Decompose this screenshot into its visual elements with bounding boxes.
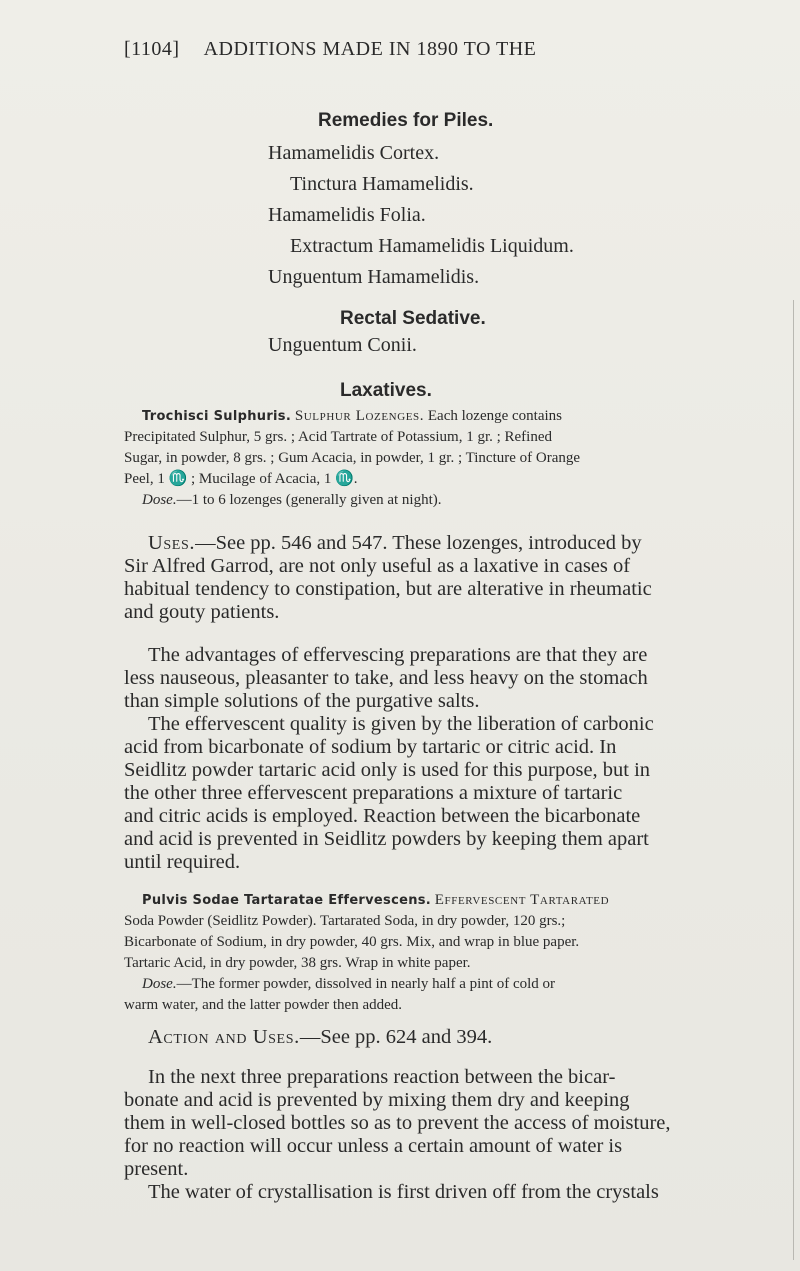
text-line: present.	[124, 1158, 189, 1180]
action-uses-line	[148, 1026, 748, 1049]
next-preparations-paragraph	[124, 1066, 764, 1204]
text-line: Tartaric Acid, in dry powder, 38 grs. Wrap in white paper.	[124, 955, 471, 971]
list-item: Tinctura Hamamelidis.	[290, 173, 474, 195]
pulvis-monograph	[124, 890, 744, 1016]
english-name: Sulphur Lozenges.	[294, 408, 425, 424]
english-name: Effervescent Tartarated	[434, 892, 610, 908]
uses-paragraph	[124, 532, 744, 624]
list-item: Extractum Hamamelidis Liquidum.	[290, 235, 574, 257]
latin-name: Trochisci Sulphuris.	[142, 409, 292, 424]
text-line: Sugar, in powder, 8 grs. ; Gum Acacia, in powder, 1 gr. ; Tincture of Orange	[124, 450, 581, 466]
text-line: The advantages of effervescing preparations are that they are	[148, 644, 648, 666]
text-line: warm water, and the latter powder then added.	[124, 997, 403, 1013]
text-line: and citric acids is employed. Reaction between the bicarbonate	[124, 805, 641, 827]
heading-remedies-for-piles: Remedies for Piles.	[318, 110, 494, 131]
heading-rectal-sedative: Rectal Sedative.	[340, 308, 486, 329]
text-line: Bicarbonate of Sodium, in dry powder, 40 grs. Mix, and wrap in blue paper.	[124, 934, 580, 950]
text-line: The effervescent quality is given by the liberation of carbonic	[148, 713, 654, 735]
text-line: until required.	[124, 851, 241, 873]
text-line: less nauseous, pleasanter to take, and less heavy on the stomach	[124, 667, 648, 689]
uses-first-line	[124, 532, 744, 555]
dose-text: —1 to 6 lozenges (generally given at night).	[176, 492, 442, 508]
list-item: Hamamelidis Folia.	[268, 204, 426, 226]
text-line: Soda Powder (Seidlitz Powder). Tartarated Soda, in dry powder, 120 grs.;	[124, 913, 566, 929]
text-line: and acid is prevented in Seidlitz powders by keeping them apart	[124, 828, 649, 850]
advantages-paragraph	[124, 644, 744, 713]
dose-label: Dose.	[142, 492, 177, 508]
text-line: Each lozenge contains	[427, 408, 562, 424]
running-header	[124, 38, 724, 61]
text-line: the other three effervescent preparations a mixture of tartaric	[124, 782, 623, 804]
dose-label: Dose.	[142, 976, 177, 992]
trochisci-monograph	[124, 406, 724, 511]
uses-label: Uses.	[148, 532, 196, 554]
text-line: and gouty patients.	[124, 601, 280, 623]
dose-line	[124, 490, 724, 511]
page-number: [1104]	[124, 38, 180, 60]
text-line: —See pp. 546 and 547. These lozenges, introduced by	[195, 532, 642, 554]
text-line: Precipitated Sulphur, 5 grs. ; Acid Tartrate of Potassium, 1 gr. ; Refined	[124, 429, 553, 445]
text-line: habitual tendency to constipation, but are alterative in rheumatic	[124, 578, 652, 600]
page-edge-shadow	[793, 300, 794, 1260]
heading-laxatives: Laxatives.	[340, 380, 432, 401]
list-item: Hamamelidis Cortex.	[268, 142, 440, 164]
text-line: Peel, 1 ♏ ; Mucilage of Acacia, 1 ♏.	[124, 471, 358, 487]
text-line: bonate and acid is prevented by mixing them dry and keeping	[124, 1089, 630, 1111]
text-line: The water of crystallisation is first driven off from the crystals	[148, 1181, 659, 1203]
action-uses-text: —See pp. 624 and 394.	[299, 1026, 493, 1048]
text-line: them in well-closed bottles so as to prevent the access of moisture,	[124, 1112, 671, 1134]
list-item: Unguentum Hamamelidis.	[268, 266, 480, 288]
text-line: In the next three preparations reaction between the bicar-	[148, 1066, 616, 1088]
text-line: for no reaction will occur unless a certain amount of water is	[124, 1135, 623, 1157]
running-title: ADDITIONS MADE IN 1890 TO THE	[203, 38, 537, 60]
action-uses-label: Action and Uses.	[148, 1026, 300, 1048]
effervescent-paragraph	[124, 713, 744, 874]
monograph-first-line	[124, 406, 724, 427]
monograph-first-line	[124, 890, 744, 911]
rectal-item: Unguentum Conii.	[268, 334, 417, 356]
latin-name: Pulvis Sodae Tartaratae Effervescens.	[142, 893, 432, 908]
text-line: acid from bicarbonate of sodium by tartaric or citric acid. In	[124, 736, 617, 758]
dose-text: —The former powder, dissolved in nearly half a pint of cold or	[176, 976, 556, 992]
text-line: Sir Alfred Garrod, are not only useful as a laxative in cases of	[124, 555, 631, 577]
text-line: than simple solutions of the purgative salts.	[124, 690, 480, 712]
text-line: Seidlitz powder tartaric acid only is used for this purpose, but in	[124, 759, 651, 781]
piles-remedy-list	[268, 138, 574, 293]
dose-line	[124, 974, 744, 995]
